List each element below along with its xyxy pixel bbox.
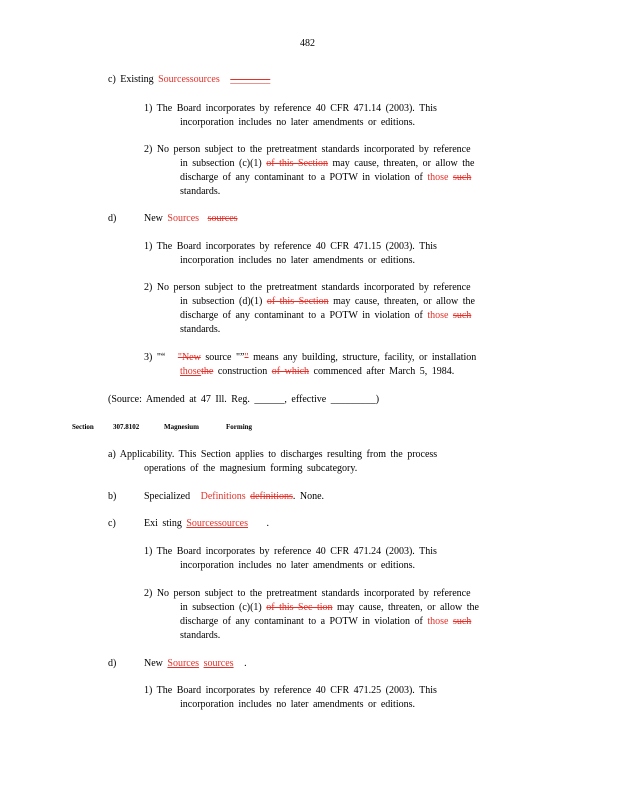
section-number: 307.8102 — [113, 423, 140, 431]
deleted-text: such — [452, 310, 472, 321]
inserted-text: Sourcessources — [186, 518, 248, 529]
subsection-c2-heading — [144, 518, 269, 530]
text-run: source — [205, 352, 232, 363]
text-run: "” — [235, 352, 245, 363]
deleted-text: of this Section — [266, 158, 329, 169]
text-run: in subsection (c)(1) — [180, 602, 262, 613]
deleted-text: the — [201, 366, 214, 377]
text-run: may cause, threaten, or allow the — [332, 158, 475, 169]
paragraph-d2-line-3 — [180, 310, 471, 322]
heading-text: New — [144, 213, 168, 224]
paragraph-d2-line-2 — [180, 296, 475, 308]
section-title-word-2: Forming — [226, 423, 253, 431]
specialized-definitions-line — [144, 491, 324, 503]
text-run: in subsection (c)(1) — [180, 158, 262, 169]
text-run: . — [244, 658, 247, 669]
paragraph-c1-line-1: 1) The Board incorporates by reference 40 CFR 471.14 (2003). This — [144, 103, 437, 114]
paragraph-d3-line-1 — [144, 352, 476, 364]
text-run: discharge of any contaminant to a POTW in violation of — [180, 310, 423, 321]
text-run: . None. — [292, 491, 325, 502]
deleted-text: ________ — [230, 74, 271, 85]
paragraph-d1-line-1: 1) The Board incorporates by reference 40 CFR 471.15 (2003). This — [144, 241, 437, 252]
paragraph-c2-line-4: standards. — [180, 186, 221, 197]
text-run: discharge of any contaminant to a POTW in violation of — [180, 172, 423, 183]
subsection-d2-heading — [144, 658, 247, 670]
text-run: in subsection (d)(1) — [180, 296, 263, 307]
applicability-line-2: operations of the magnesium forming subcategory. — [144, 463, 358, 474]
deleted-text: "New — [177, 352, 201, 363]
deleted-text: of this Sec tion — [266, 602, 333, 613]
source-note: (Source: Amended at 47 Ill. Reg. ______, effective _________) — [108, 394, 380, 405]
paragraph-c2-line-1: 2) No person subject to the pretreatment standards incorporated by reference — [144, 144, 471, 155]
inserted-text: Sourcessources — [158, 74, 220, 85]
paragraph-c1-line-2: incorporation includes no later amendments or editions. — [180, 117, 415, 128]
paragraph-b-d1-line-1: 1) The Board incorporates by reference 40 CFR 471.25 (2003). This — [144, 685, 437, 696]
subsection-c-heading — [108, 74, 270, 86]
heading-text: Exi sting — [144, 518, 187, 529]
inserted-text: those — [427, 172, 449, 183]
inserted-text: Definitions — [200, 491, 246, 502]
inserted-text: sources — [203, 658, 234, 669]
inserted-text: those — [180, 366, 202, 377]
deleted-text: " — [244, 352, 249, 363]
text-run: may cause, threaten, or allow the — [333, 296, 475, 307]
heading-text: New — [144, 658, 168, 669]
subsection-d2-label: d) — [108, 658, 117, 669]
deleted-text: sources — [207, 213, 238, 224]
page-number: 482 — [300, 38, 315, 49]
inserted-text: those — [427, 310, 449, 321]
section-title-word-1: Magnesium — [164, 423, 199, 431]
inserted-text: Sources — [167, 213, 200, 224]
heading-text: c) Existing — [108, 74, 159, 85]
paragraph-d3-line-2 — [180, 366, 454, 378]
paragraph-c2-line-2 — [180, 158, 474, 170]
paragraph-d2-line-1: 2) No person subject to the pretreatment standards incorporated by reference — [144, 282, 471, 293]
deleted-text: such — [452, 172, 472, 183]
paragraph-b-c2-line-2 — [180, 602, 479, 614]
deleted-text: definitions — [250, 491, 293, 502]
text-run: Specialized — [144, 491, 191, 502]
inserted-text: Sources — [167, 658, 200, 669]
subsection-d-heading — [144, 213, 238, 225]
text-run: may cause, threaten, or allow the — [337, 602, 479, 613]
paragraph-d1-line-2: incorporation includes no later amendments or editions. — [180, 255, 415, 266]
paragraph-b-c1-line-2: incorporation includes no later amendments or editions. — [180, 560, 415, 571]
deleted-text: of which — [271, 366, 310, 377]
paragraph-b-c1-line-1: 1) The Board incorporates by reference 40 CFR 471.24 (2003). This — [144, 546, 437, 557]
paragraph-b-c2-line-1: 2) No person subject to the pretreatment standards incorporated by reference — [144, 588, 471, 599]
text-run: 3) "“ — [144, 352, 166, 363]
paragraph-b-c2-line-3 — [180, 616, 471, 628]
inserted-text: those — [427, 616, 449, 627]
paragraph-c2-line-3 — [180, 172, 471, 184]
deleted-text: such — [452, 616, 472, 627]
paragraph-b-c2-line-4: standards. — [180, 630, 221, 641]
paragraph-b-d1-line-2: incorporation includes no later amendments or editions. — [180, 699, 415, 710]
text-run: discharge of any contaminant to a POTW in violation of — [180, 616, 423, 627]
deleted-text: of this Section — [266, 296, 329, 307]
section-label: Section — [72, 423, 94, 431]
subsection-d-label: d) — [108, 213, 117, 224]
paragraph-d2-line-4: standards. — [180, 324, 221, 335]
applicability-line-1: a) Applicability. This Section applies to discharges resulting from the process — [108, 449, 438, 460]
subsection-b-label: b) — [108, 491, 117, 502]
text-run: construction — [217, 366, 268, 377]
text-run: . — [266, 518, 269, 529]
text-run: means any building, structure, facility, or installation — [253, 352, 477, 363]
subsection-c2-label: c) — [108, 518, 116, 529]
text-run: commenced after March 5, 1984. — [313, 366, 455, 377]
